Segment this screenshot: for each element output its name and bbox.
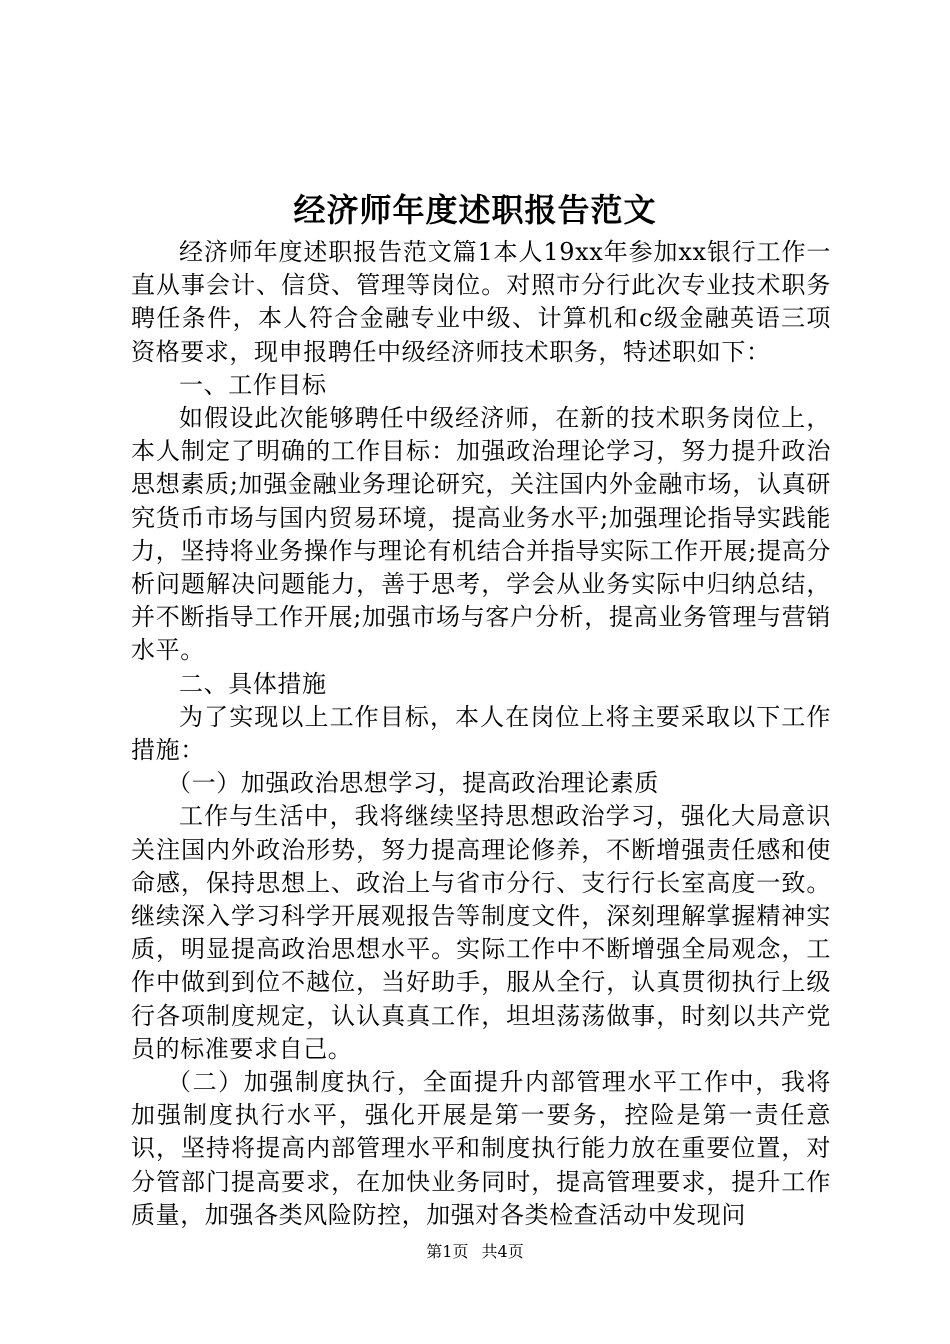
document-body xyxy=(131,236,831,1232)
paragraph-political-study: 工作与生活中，我将继续坚持思想政治学习，强化大局意识关注国内外政治形势，努力提高理论修养，不断增强责任感和使命感，保持思想上、政治上与省市分行、支行行长室高度一致。继续深入学习科学开展观报告等制度文件，深刻理解掌握精神实质，明显提高政治思想水平。实际工作中不断增强全局观念，工作中做到到位不越位，当好助手，服从全行，认真贯彻执行上级行各项制度规定，认认真真工作，坦坦荡荡做事，时刻以共产党员的标准要求自己。 xyxy=(131,802,831,1063)
page-total: 共4页 xyxy=(481,1242,524,1261)
section-heading-measures: 二、具体措施 xyxy=(179,669,327,698)
paragraph-system-execution: （二）加强制度执行，全面提升内部管理水平工作中，我将加强制度执行水平，强化开展是第一要务，控险是第一责任意识，坚持将提高内部管理水平和制度执行能力放在重要位置，对分管部门提高要求，在加快业务同时，提高管理要求，提升工作质量，加强各类风险防控，加强对各类检查活动中发现问 xyxy=(131,1068,831,1229)
paragraph-goals: 如假设此次能够聘任中级经济师，在新的技术职务岗位上，本人制定了明确的工作目标：加强政治理论学习，努力提升政治思想素质;加强金融业务理论研究，关注国内外金融市场，认真研究货币市场与国内贸易环境，提高业务水平;加强理论指导实践能力，坚持将业务操作与理论有机结合并指导实际工作开展;提高分析问题解决问题能力，善于思考，学会从业务实际中归纳总结，并不断指导工作开展;加强市场与客户分析，提高业务管理与营销水平。 xyxy=(131,404,831,665)
page-footer xyxy=(0,1240,950,1264)
page-number: 第1页 xyxy=(426,1242,469,1261)
section-heading-goals: 一、工作目标 xyxy=(179,370,327,399)
paragraph-measures-intro: 为了实现以上工作目标，本人在岗位上将主要采取以下工作措施： xyxy=(131,702,831,765)
subheading-political-study: （一）加强政治思想学习，提高政治理论素质 xyxy=(167,769,659,798)
paragraph-intro: 经济师年度述职报告范文篇1本人19xx年参加xx银行工作一直从事会计、信贷、管理等岗位。对照市分行此次专业技术职务聘任条件，本人符合金融专业中级、计算机和c级金融英语三项资格要求，现申报聘任中级经济师技术职务，特述职如下： xyxy=(131,238,831,366)
document-title: 经济师年度述职报告范文 xyxy=(293,191,657,229)
